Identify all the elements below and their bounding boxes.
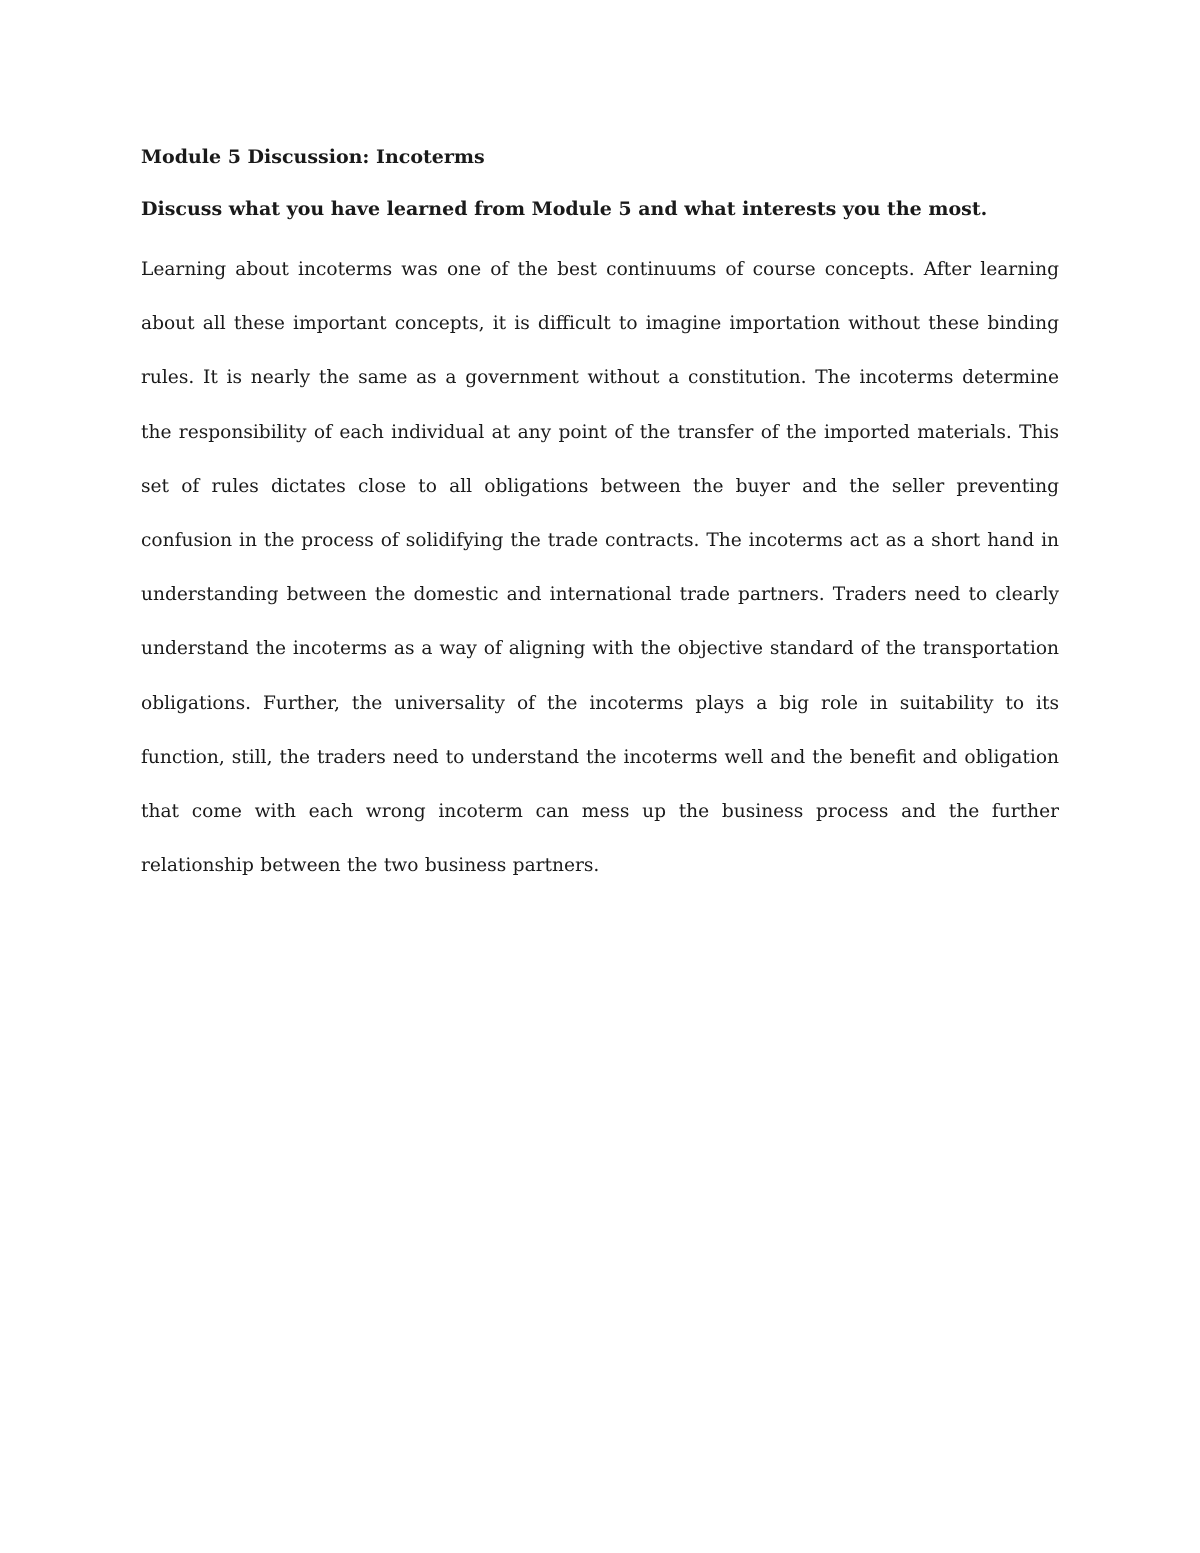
document-content (141, 140, 1059, 893)
discussion-prompt: Discuss what you have learned from Module 5 and what interests you the most. (141, 198, 988, 220)
discussion-response: Learning about incoterms was one of the best continuums of course concepts. After learning about all these important concepts, it is difficult to imagine importation without these binding rules. It is nearly the same as a government without a constitution. The incoterms determine the responsibility of each individual at any point of the transfer of the imported materials. This set of rules dictates close to all obligations between the buyer and the seller preventing confusion in the process of solidifying the trade contracts. The incoterms act as a short hand in understanding between the domestic and international trade partners. Traders need to clearly understand the incoterms as a way of aligning with the objective standard of the transportation obligations. Further, the universality of the incoterms plays a big role in suitability to its function, still, the traders need to understand the incoterms well and the benefit and obligation that come with each wrong incoterm can mess up the business process and the further relationship between the two business partners. (141, 259, 1059, 877)
document-title: Module 5 Discussion: Incoterms (141, 146, 485, 168)
